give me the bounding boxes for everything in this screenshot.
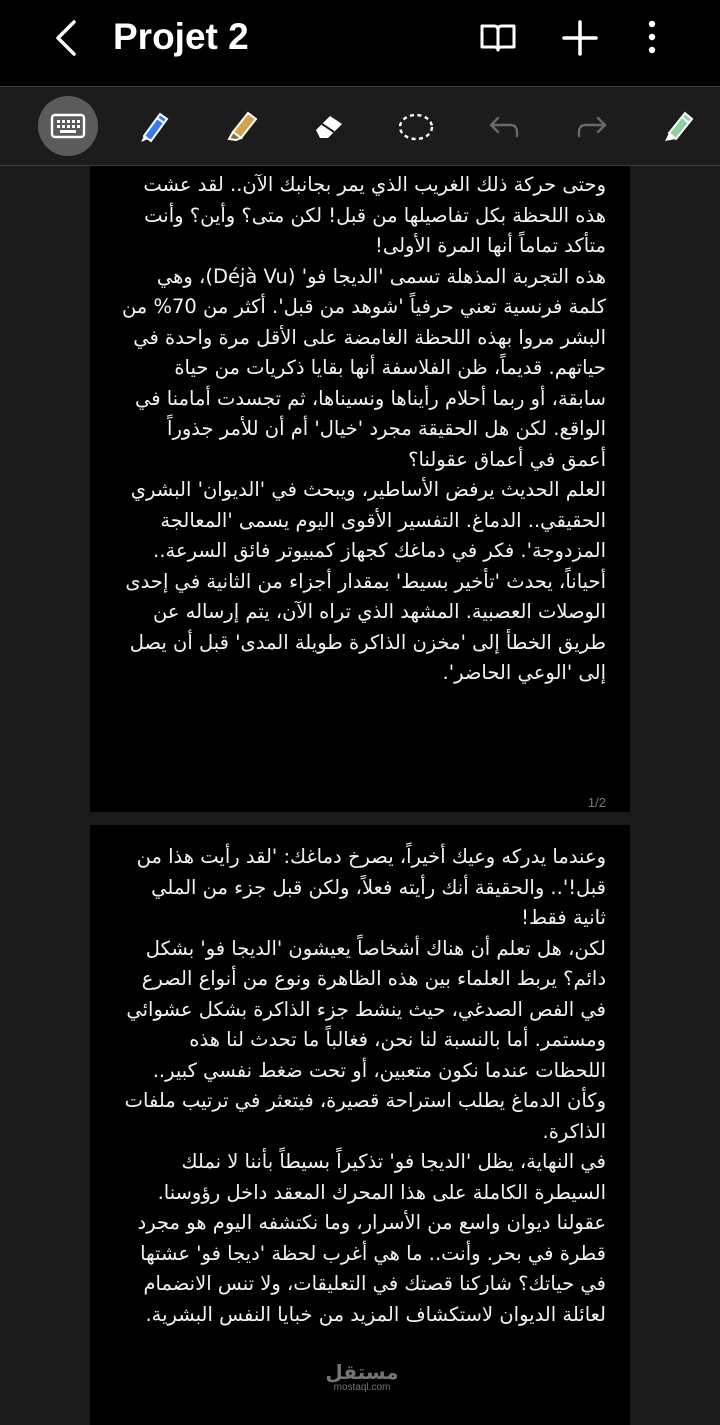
page-1-text[interactable]	[120, 170, 606, 689]
paragraph: في النهاية، يظل 'الديجا فو' تذكيراً بسيطاً بأننا لا نملك السيطرة الكاملة على هذا المحرك المعقد داخل رؤوسنا. عقولنا ديوان واسع من الأسرار، وما نكتشفه اليوم هو مجرد قطرة في بحر. وأنت.. ما هي أغرب لحظة 'ديجا فو' عشتها في حياتك؟ شاركنا قصتك في التعليقات، ولا تنس الانضمام لعائلة الديوان لاستكشاف المزيد من خبايا النفس البشرية.	[137, 1150, 606, 1326]
watermark-url: mostaql.com	[333, 1382, 391, 1393]
book-open-icon	[476, 16, 520, 60]
undo-button[interactable]	[474, 96, 534, 156]
undo-icon	[486, 108, 522, 144]
page-2-text[interactable]	[120, 842, 606, 1330]
redo-icon	[574, 108, 610, 144]
keyboard-tool-button[interactable]	[38, 96, 98, 156]
paragraph: وحتى حركة ذلك الغريب الذي يمر بجانبك الآن.. لقد عشت هذه اللحظة بكل تفاصيلها من قبل! لكن متى؟ وأين؟ وأنت متأكد تماماً أنها المرة الأولى!	[143, 173, 606, 257]
back-button[interactable]	[48, 16, 88, 60]
lasso-select-button[interactable]	[386, 96, 446, 156]
redo-button[interactable]	[562, 96, 622, 156]
app-header	[0, 0, 720, 86]
drawing-toolbar	[0, 86, 720, 166]
pen-icon	[136, 108, 172, 144]
note-page-1[interactable]	[90, 166, 630, 812]
page-number: 1/2	[587, 795, 606, 810]
highlighter-tool-button[interactable]	[212, 96, 272, 156]
more-vertical-icon	[630, 16, 674, 60]
watermark-logo	[312, 1362, 412, 1396]
paragraph: لكن، هل تعلم أن هناك أشخاصاً يعيشون 'الديجا فو' بشكل دائم؟ يربط العلماء بين هذه الظاهرة ونوع من أنواع الصرع في الفص الصدغي، حيث ينشط جزء الذاكرة بشكل عشوائي ومستمر. أما بالنسبة لنا نحن، فغالباً ما تحدث لنا هذه اللحظات عندما نكون متعبين، أو تحت ضغط نفسي كبير.. وكأن الدماغ يطلب استراحة قصيرة، فيتعثر في ترتيب ملفات الذاكرة.	[124, 936, 606, 1143]
keyboard-icon	[50, 108, 86, 144]
lasso-select-icon	[398, 108, 434, 144]
pencil-icon	[660, 108, 696, 144]
eraser-tool-button[interactable]	[300, 96, 360, 156]
watermark-text: مستقل	[325, 1360, 399, 1384]
paragraph: هذه التجربة المذهلة تسمى 'الديجا فو' (Déjà Vu)، وهي كلمة فرنسية تعني حرفياً 'شوهد من قبل'. أكثر من 70% من البشر مروا بهذه اللحظة الغامضة على الأقل مرة واحدة في حياتهم. قديماً، ظن الفلاسفة أنها بقايا ذكريات من حياة سابقة، أو ربما أحلام رأيناها ونسيناها، ثم تجسدت أمامنا في الواقع. لكن هل الحقيقة مجرد 'خيال' أم أن للأمر جذوراً أعمق في أعماق عقولنا؟	[121, 264, 606, 471]
reader-mode-button[interactable]	[476, 16, 520, 60]
note-page-2[interactable]	[90, 825, 630, 1425]
highlighter-icon	[224, 108, 260, 144]
chevron-left-icon	[48, 16, 88, 60]
more-options-button[interactable]	[630, 16, 674, 60]
eraser-icon	[312, 108, 348, 144]
paragraph: وعندما يدركه وعيك أخيراً، يصرخ دماغك: 'لقد رأيت هذا من قبل!'.. والحقيقة أنك رأيته فعلاً، ولكن قبل جزء من الملي ثانية فقط!	[136, 845, 606, 929]
pen-tool-button[interactable]	[124, 96, 184, 156]
plus-icon	[558, 16, 602, 60]
add-page-button[interactable]	[558, 16, 602, 60]
pencil-tool-button[interactable]	[648, 96, 708, 156]
paragraph: العلم الحديث يرفض الأساطير، ويبحث في 'الديوان' البشري الحقيقي.. الدماغ. التفسير الأقوى اليوم يسمى 'المعالجة المزدوجة'. فكر في دماغك كجهاز كمبيوتر فائق السرعة.. أحياناً، يحدث 'تأخير بسيط' بمقدار أجزاء من الثانية في إحدى الوصلات العصبية. المشهد الذي تراه الآن، يتم إرساله عن طريق الخطأ إلى 'مخزن الذاكرة طويلة المدى' قبل أن يصل إلى 'الوعي الحاضر'.	[125, 478, 606, 684]
page-title: Projet 2	[113, 16, 249, 57]
